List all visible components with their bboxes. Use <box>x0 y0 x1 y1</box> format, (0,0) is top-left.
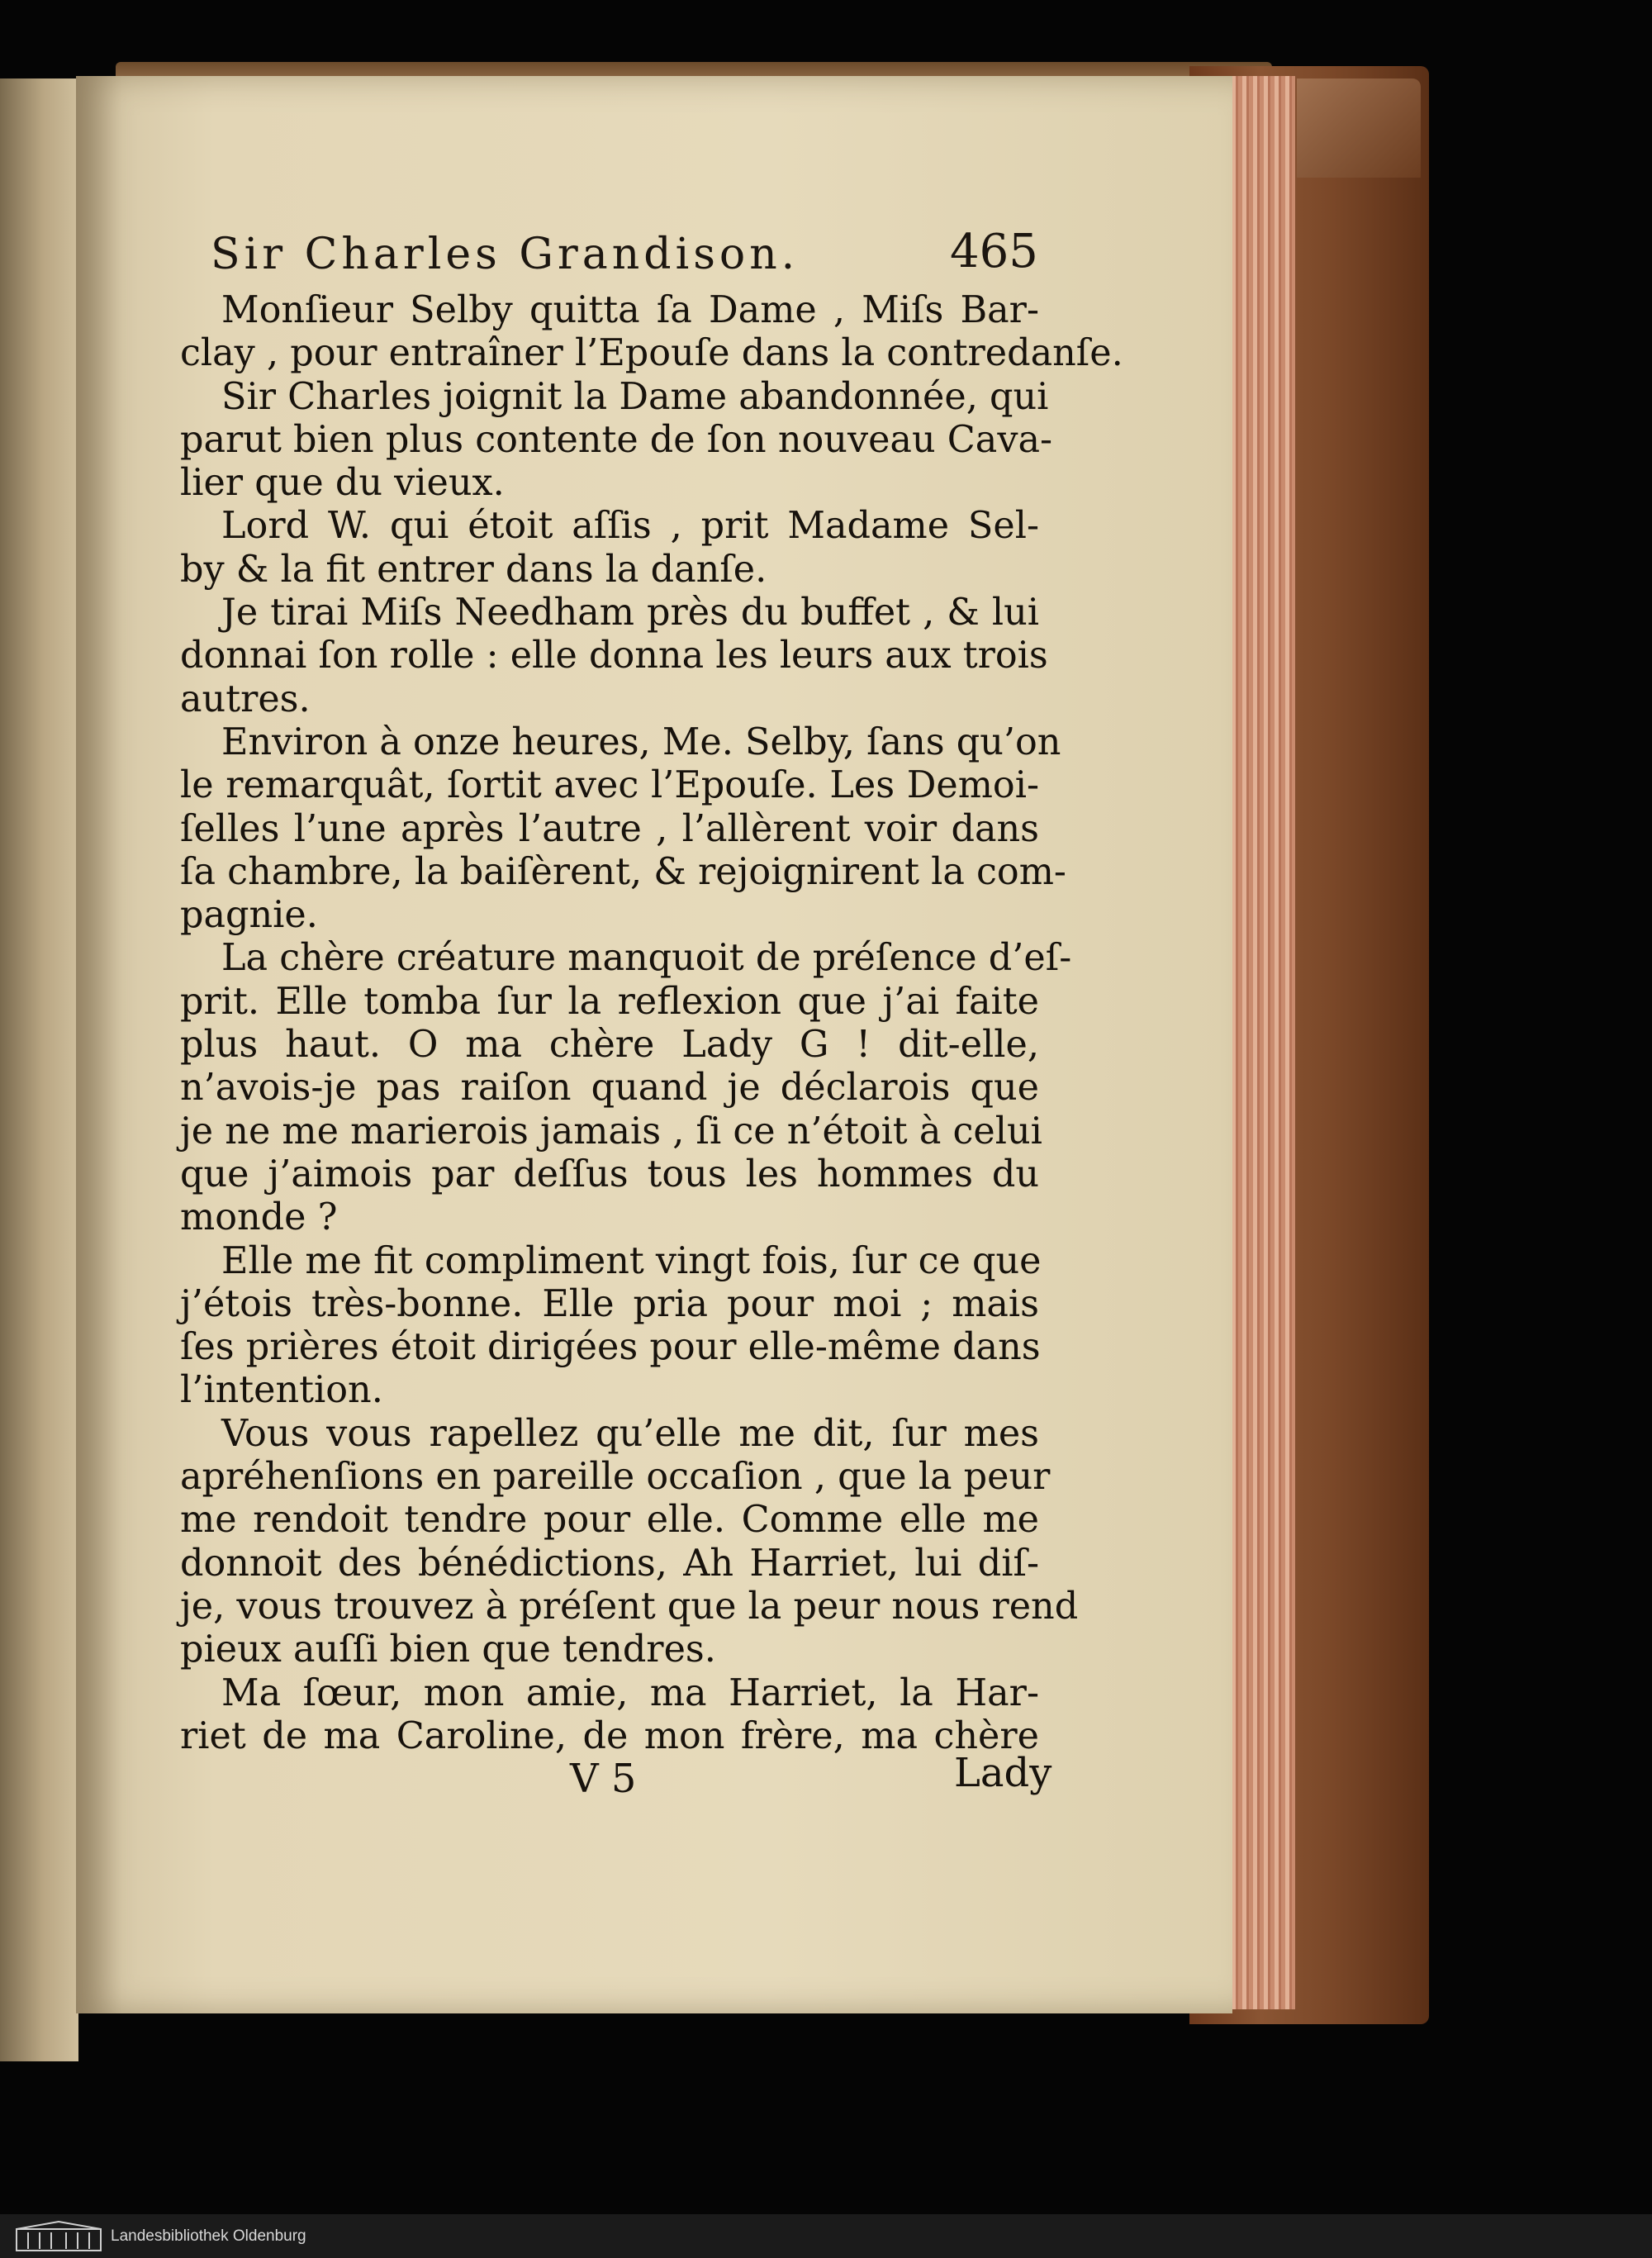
text-line: n’avois-je pas raiſon quand je déclarois que <box>180 1067 1039 1110</box>
cover-corner <box>1297 78 1421 178</box>
signature-mark: V 5 <box>570 1756 637 1802</box>
text-line: Je tirai Miſs Needham près du buffet , & lui <box>221 592 1039 635</box>
text-line: Vous vous rapellez qu’elle me dit, ſur mes <box>221 1412 1039 1455</box>
body-text <box>180 289 1123 1758</box>
library-building-icon <box>13 2221 104 2252</box>
text-line: La chère créature manquoit de préſence d’eſ- <box>221 937 1072 980</box>
text-line: Monſieur Selby quitta ſa Dame , Miſs Bar- <box>221 289 1039 331</box>
text-line: je, vous trouvez à préſent que la peur nous rend <box>180 1585 1079 1628</box>
text-line: me rendoit tendre pour elle. Comme elle me <box>180 1499 1039 1542</box>
text-line: donnai ſon rolle : elle donna les leurs aux trois <box>180 635 1048 677</box>
text-line: Elle me fit compliment vingt fois, ſur ce que <box>221 1239 1042 1282</box>
running-head <box>211 225 1038 279</box>
text-line: l’intention. <box>180 1369 383 1412</box>
text-line: je ne me marierois jamais , ſi ce n’étoit à celui <box>180 1110 1042 1153</box>
text-line: que j’aimois par deſſus tous les hommes du <box>180 1153 1039 1196</box>
text-line: donnoit des bénédictions, Ah Harriet, lui diſ- <box>180 1542 1039 1585</box>
viewer-footer-bar <box>0 2214 1652 2258</box>
text-line: j’étois très-bonne. Elle pria pour moi ; mais <box>180 1282 1039 1325</box>
facing-page-edge <box>0 78 78 2061</box>
text-line: clay , pour entraîner l’Epouſe dans la contredanſe. <box>180 332 1123 375</box>
text-line: Sir Charles joignit la Dame abandonnée, qui <box>221 375 1049 418</box>
text-line: prit. Elle tomba ſur la reflexion que j’ai faite <box>180 980 1039 1023</box>
text-line: monde ? <box>180 1196 338 1239</box>
text-line: parut bien plus contente de ſon nouveau Cava- <box>180 418 1053 461</box>
text-line: ſes prières étoit dirigées pour elle-même dans <box>180 1326 1041 1369</box>
text-line: Ma ſœur, mon amie, ma Harriet, la Har- <box>221 1671 1039 1714</box>
text-line: riet de ma Caroline, de mon frère, ma chère <box>180 1714 1039 1757</box>
library-name: Landesbibliothek Oldenburg <box>111 2227 306 2245</box>
text-line: pieux auſſi bien que tendres. <box>180 1628 716 1671</box>
text-line: le remarquât, ſortit avec l’Epouſe. Les Demoi- <box>180 764 1039 807</box>
text-line: autres. <box>180 677 311 720</box>
running-head-title: Sir Charles Grandison. <box>211 230 800 279</box>
text-line: ſa chambre, la baiſèrent, & rejoignirent la com- <box>180 850 1066 893</box>
text-line: Environ à onze heures, Me. Selby, ſans qu’on <box>221 720 1061 763</box>
text-line: apréhenſions en pareille occaſion , que la peur <box>180 1456 1051 1499</box>
text-line: Lord W. qui étoit aſſis , prit Madame Sel- <box>221 505 1039 548</box>
text-line: lier que du vieux. <box>180 462 505 505</box>
page-number: 465 <box>950 225 1038 278</box>
page-edges <box>1227 76 1295 2009</box>
text-line: by & la fit entrer dans la danſe. <box>180 548 767 591</box>
catchword: Lady <box>954 1750 1052 1796</box>
text-line: ſelles l’une après l’autre , l’allèrent voir dans <box>180 807 1039 850</box>
text-line: plus haut. O ma chère Lady G ! dit-elle, <box>180 1024 1039 1067</box>
text-line: pagnie. <box>180 894 318 937</box>
